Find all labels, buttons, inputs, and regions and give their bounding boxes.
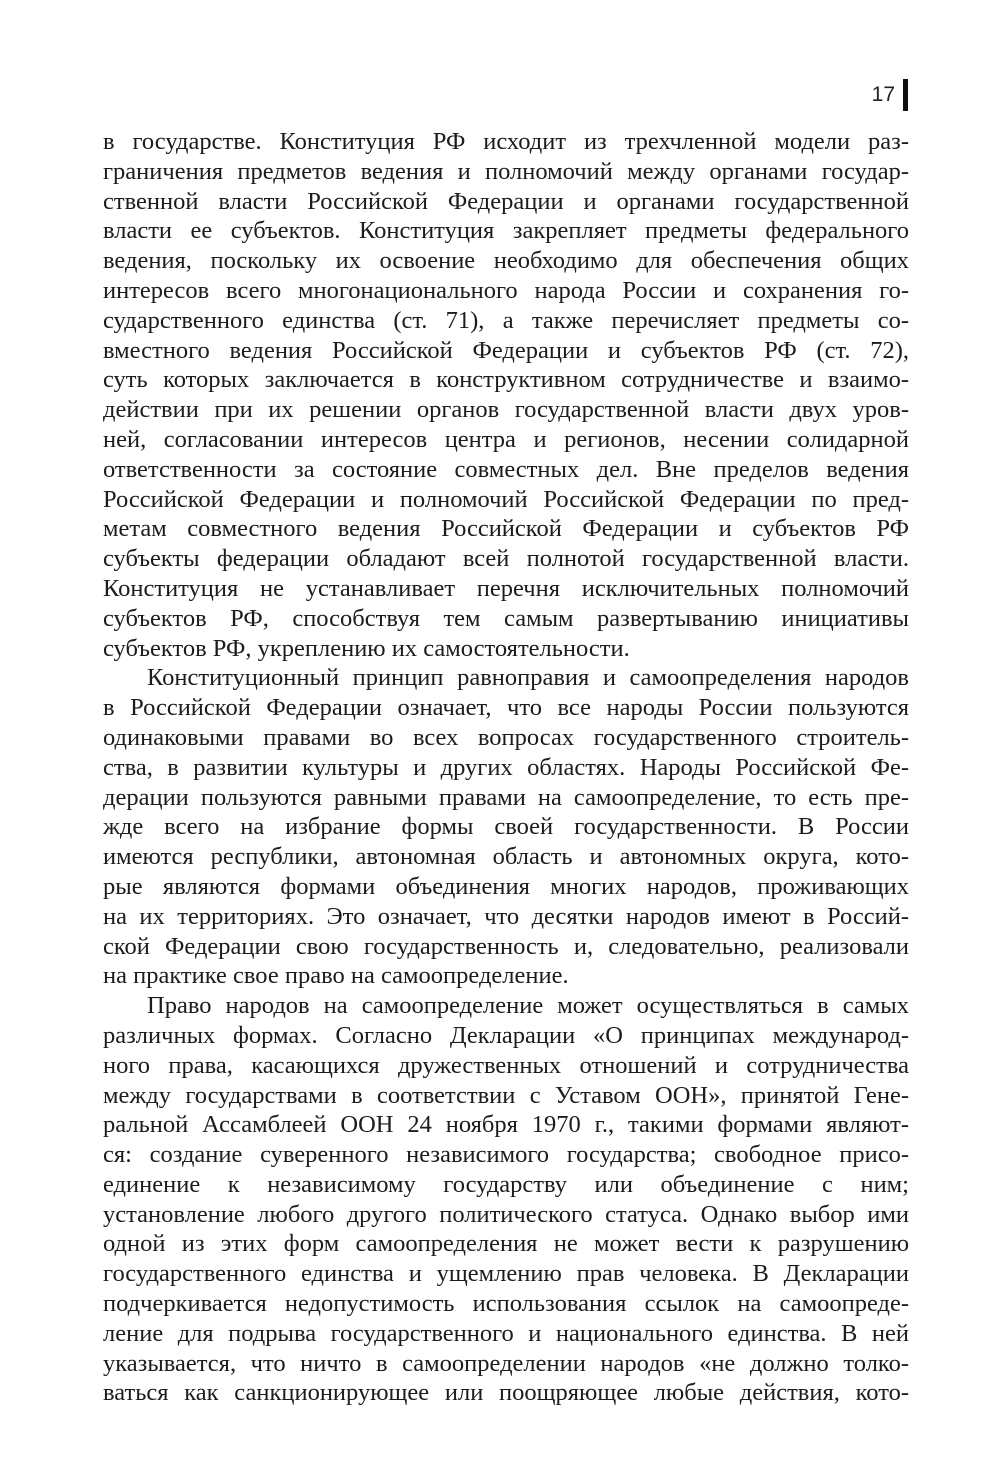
text-line: Право народов на самоопределение может осуществляться в самых bbox=[147, 992, 909, 1020]
text-line: в Российской Федерации означает, что все народы России пользуются bbox=[103, 694, 909, 722]
text-line: ление для подрыва государственного и национального единства. В ней bbox=[103, 1319, 909, 1347]
page-header bbox=[872, 78, 908, 112]
text-line: имеются республики, автономная область и автономных округа, кото- bbox=[103, 843, 909, 871]
text-line: ства, в развитии культуры и других областях. Народы Российской Фе- bbox=[103, 753, 909, 781]
text-line: Российской Федерации и полномочий Российской Федерации по пред- bbox=[103, 485, 909, 513]
text-line: в государстве. Конституция РФ исходит из трехчленной модели раз- bbox=[103, 128, 909, 155]
text-line: ного права, касающихся дружественных отношений и сотрудничества bbox=[103, 1051, 909, 1079]
text-line: Конституционный принцип равноправия и самоопределения народов bbox=[147, 664, 909, 692]
text-body bbox=[103, 127, 909, 1408]
text-line: дерации пользуются равными правами на самоопределение, то есть пре- bbox=[103, 783, 909, 811]
text-line: на их территориях. Это означает, что десятки народов имеют в Россий- bbox=[103, 902, 909, 930]
text-line: ственной власти Российской Федерации и органами государственной bbox=[103, 187, 909, 215]
text-line: Конституция не устанавливает перечня исключительных полномочий bbox=[103, 574, 909, 602]
text-line: различных формах. Согласно Декларации «О принципах международ- bbox=[103, 1021, 909, 1049]
text-line: субъектов РФ, укреплению их самостоятельности. bbox=[103, 634, 630, 662]
text-line: субъектов РФ, способствуя тем самым развертыванию инициативы bbox=[103, 604, 909, 632]
text-line: одной из этих форм самоопределения не может вести к разрушению bbox=[103, 1230, 909, 1258]
text-line: граничения предметов ведения и полномочий между органами государ- bbox=[103, 157, 909, 185]
text-line: действии при их решении органов государственной власти двух уров- bbox=[103, 396, 909, 424]
text-line: жде всего на избрание формы своей государственности. В России bbox=[103, 813, 909, 841]
text-line: ся: создание суверенного независимого государства; свободное присо- bbox=[103, 1141, 909, 1169]
text-line: установление любого другого политического статуса. Однако выбор ими bbox=[103, 1200, 909, 1228]
text-line: государственного единства и ущемлению прав человека. В Декларации bbox=[103, 1260, 909, 1288]
text-line: ведения, поскольку их освоение необходимо для обеспечения общих bbox=[103, 247, 909, 275]
text-line: одинаковыми правами во всех вопросах государственного строитель- bbox=[103, 723, 909, 751]
text-line: субъекты федерации обладают всей полнотой государственной власти. bbox=[103, 545, 909, 573]
text-line: интересов всего многонационального народа России и сохранения го- bbox=[103, 276, 909, 304]
text-line: метам совместного ведения Российской Федерации и субъектов РФ bbox=[103, 515, 909, 543]
text-line: указывается, что ничто в самоопределении народов «не должно толко- bbox=[103, 1349, 909, 1377]
page-number: 17 bbox=[871, 83, 895, 106]
text-line: власти ее субъектов. Конституция закрепляет предметы федерального bbox=[103, 217, 909, 245]
text-line: суть которых заключается в конструктивном сотрудничестве и взаимо- bbox=[103, 366, 909, 394]
text-line: ней, согласовании интересов центра и регионов, несении солидарной bbox=[103, 425, 909, 453]
text-line: ответственности за состояние совместных дел. Вне пределов ведения bbox=[103, 455, 909, 483]
text-line: единение к независимому государству или объединение с ним; bbox=[103, 1170, 909, 1198]
text-line: вместного ведения Российской Федерации и субъектов РФ (ст. 72), bbox=[103, 336, 909, 364]
paragraph-1 bbox=[103, 127, 909, 663]
text-line: ской Федерации свою государственность и, следовательно, реализовали bbox=[103, 932, 909, 960]
text-line: на практике свое право на самоопределение. bbox=[103, 962, 569, 990]
page-number-bar bbox=[903, 79, 908, 111]
text-line: ральной Ассамблеей ООН 24 ноября 1970 г., такими формами являют- bbox=[103, 1111, 909, 1139]
text-line: ваться как санкционирующее или поощряющее любые действия, кото- bbox=[103, 1379, 909, 1407]
text-line: рые являются формами объединения многих народов, проживающих bbox=[103, 872, 909, 900]
text-line: подчеркивается недопустимость использования ссылок на самоопреде- bbox=[103, 1290, 909, 1318]
text-line: сударственного единства (ст. 71), а также перечисляет предметы со- bbox=[103, 306, 909, 334]
text-line: между государствами в соответствии с Уставом ООН», принятой Гене- bbox=[103, 1081, 909, 1109]
paragraph-3 bbox=[103, 991, 909, 1408]
paragraph-2 bbox=[103, 663, 909, 991]
